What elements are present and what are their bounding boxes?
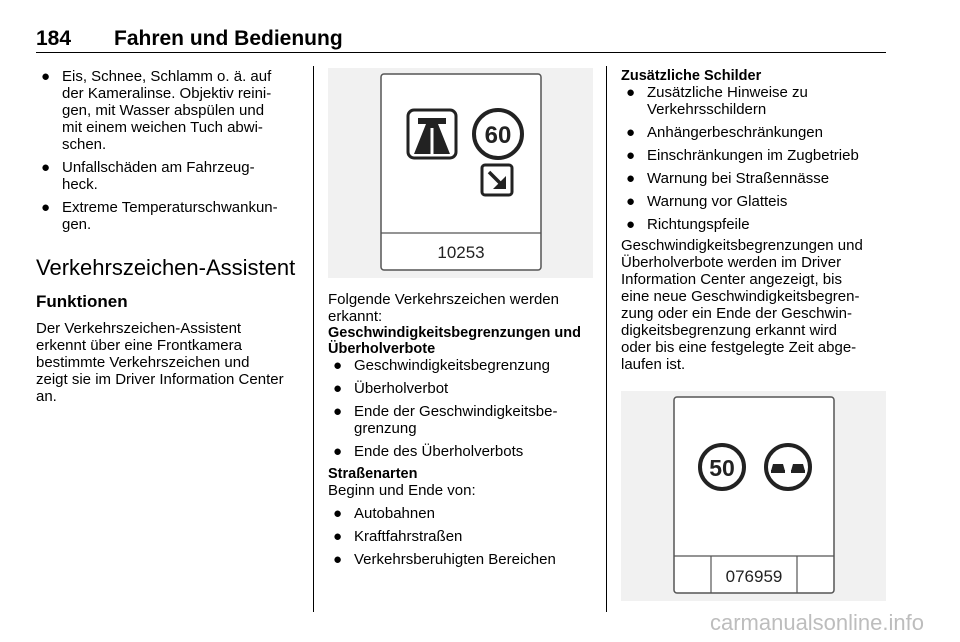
bullet-text: Kraftfahrstraßen: [354, 528, 463, 545]
body-paragraph: [36, 320, 298, 405]
text-line: erkannt:: [328, 308, 383, 325]
text-line: Ende der Geschwindigkeitsbe-: [354, 403, 558, 420]
text-line: Verkehrsschildern: [647, 101, 767, 118]
column-1: [36, 68, 298, 405]
bullet-item: [328, 357, 593, 374]
text-line: Überholverbote werden im Driver: [621, 254, 842, 271]
bullet-item: [621, 124, 886, 141]
bullet-icon: ●: [41, 199, 51, 216]
column-3: [621, 68, 886, 601]
bullet-text: [354, 403, 557, 437]
text-line: Überholverbote: [328, 341, 436, 357]
bullet-item: [36, 68, 298, 153]
text-line: an.: [36, 388, 57, 405]
bullet-item: [621, 84, 886, 118]
figure-code: 076959: [725, 567, 783, 586]
text-line: zeigt sie im Driver Information Center: [36, 371, 284, 388]
bullet-item: [328, 443, 593, 460]
column-divider: [313, 66, 314, 612]
bullet-item: [328, 551, 593, 568]
bullet-icon: ●: [333, 380, 343, 397]
watermark: carmanualsonline.info: [709, 610, 924, 635]
bullet-text: [647, 124, 823, 141]
chapter-title: Fahren und Bedienung: [114, 27, 343, 50]
bullet-icon: ●: [626, 147, 636, 164]
text-line: Warnung bei Straßennässe: [647, 170, 830, 187]
bullet-icon: ●: [333, 528, 343, 545]
bullet-list: [621, 84, 886, 233]
bullet-icon: ●: [41, 159, 51, 176]
bullet-text: [62, 159, 255, 193]
bullet-text: [354, 357, 550, 374]
page-header: [36, 24, 886, 53]
group-heading: Zusätzliche Schilder: [621, 68, 762, 84]
bullet-icon: ●: [626, 170, 636, 187]
text-line: gen, mit Wasser abspülen und: [62, 102, 265, 119]
bullet-item: [328, 403, 593, 437]
bullet-text: [647, 84, 808, 118]
figure-speed-limit-display: [328, 68, 593, 278]
bullet-item: [328, 505, 593, 522]
text-line: gen.: [62, 216, 92, 233]
bullet-item: [621, 216, 886, 233]
text-line: Information Center angezeigt, bis: [621, 271, 842, 288]
text-line: Der Verkehrszeichen-Assistent: [36, 320, 242, 337]
bullet-text: Autobahnen: [354, 505, 435, 522]
column-divider: [606, 66, 607, 612]
bullet-icon: ●: [626, 193, 636, 210]
bullet-item: [328, 528, 593, 545]
group-intro: Beginn und Ende von:: [328, 482, 476, 499]
group-heading: Straßenarten: [328, 466, 418, 482]
text-line: Warnung vor Glatteis: [647, 193, 788, 210]
text-line: Geschwindigkeitsbegrenzungen und: [621, 237, 863, 254]
bullet-icon: ●: [626, 84, 636, 101]
text-line: erkennt über eine Frontkamera: [36, 337, 242, 354]
speed-limit-sign-icon: [700, 445, 744, 489]
text-line: Folgende Verkehrszeichen werden: [328, 291, 559, 308]
text-line: Extreme Temperaturschwankun-: [62, 199, 278, 216]
bullet-icon: ●: [333, 505, 343, 522]
direction-arrow-sign-icon: [482, 165, 512, 195]
text-line: laufen ist.: [621, 356, 686, 373]
bullet-icon: ●: [333, 357, 343, 374]
bullet-text: [647, 147, 859, 164]
text-line: Anhängerbeschränkungen: [647, 124, 823, 141]
bullet-icon: ●: [626, 216, 636, 233]
bullet-icon: ●: [626, 124, 636, 141]
body-paragraph: [621, 237, 886, 373]
text-line: Einschränkungen im Zugbetrieb: [647, 147, 859, 164]
text-line: mit einem weichen Tuch abwi-: [62, 119, 263, 136]
bullet-text: [354, 380, 448, 397]
text-line: digkeitsbegrenzung erkannt wird: [621, 322, 837, 339]
figure-no-overtaking-display: [621, 391, 886, 601]
bullet-text: [62, 68, 271, 153]
text-line: bestimmte Verkehrszeichen und: [36, 354, 250, 371]
text-line: Unfallschäden am Fahrzeug-: [62, 159, 255, 176]
bullet-text: [647, 170, 829, 187]
bullet-item: [328, 380, 593, 397]
text-line: der Kameralinse. Objektiv reini-: [62, 85, 272, 102]
text-line: zung oder ein Ende der Geschwin-: [621, 305, 852, 322]
bullet-item: [36, 159, 298, 193]
group-heading: [328, 325, 593, 357]
text-line: oder bis eine festgelegte Zeit abge-: [621, 339, 857, 356]
bullet-icon: ●: [41, 68, 51, 85]
bullet-text: [647, 216, 750, 233]
text-line: Geschwindigkeitsbegrenzungen und: [328, 325, 581, 341]
motorway-sign-icon: [408, 110, 456, 158]
bullet-icon: ●: [333, 403, 343, 420]
speed-limit-sign-icon: [474, 110, 522, 158]
bullet-icon: ●: [333, 551, 343, 568]
bullet-text: [647, 193, 787, 210]
text-line: Richtungspfeile: [647, 216, 750, 233]
bullet-item: [621, 147, 886, 164]
no-overtaking-sign-icon: [766, 445, 810, 489]
bullet-text: [62, 199, 278, 233]
text-line: Eis, Schnee, Schlamm o. ä. auf: [62, 68, 272, 85]
subsection-title: Funktionen: [36, 292, 128, 311]
bullet-list: [328, 357, 593, 460]
bullet-list: [36, 68, 298, 233]
page-number: 184: [36, 27, 72, 50]
column-2: [328, 68, 593, 574]
text-line: Zusätzliche Hinweise zu: [647, 84, 808, 101]
bullet-list: [328, 505, 593, 568]
text-line: Ende des Überholverbots: [354, 443, 524, 460]
text-line: schen.: [62, 136, 107, 153]
bullet-item: [621, 193, 886, 210]
intro-paragraph: [328, 291, 593, 325]
text-line: heck.: [62, 176, 98, 193]
text-line: grenzung: [354, 420, 417, 437]
text-line: Geschwindigkeitsbegrenzung: [354, 357, 550, 374]
figure-code: 10253: [437, 243, 485, 262]
section-title: Verkehrszeichen-Assistent: [36, 255, 296, 280]
bullet-text: [354, 443, 523, 460]
speed-limit-value: 60: [484, 122, 512, 149]
bullet-item: [36, 199, 298, 233]
bullet-text: Verkehrsberuhigten Bereichen: [354, 551, 556, 568]
bullet-icon: ●: [333, 443, 343, 460]
bullet-item: [621, 170, 886, 187]
speed-limit-value: 50: [709, 455, 735, 481]
text-line: Überholverbot: [354, 380, 449, 397]
text-line: eine neue Geschwindigkeitsbegren-: [621, 288, 860, 305]
